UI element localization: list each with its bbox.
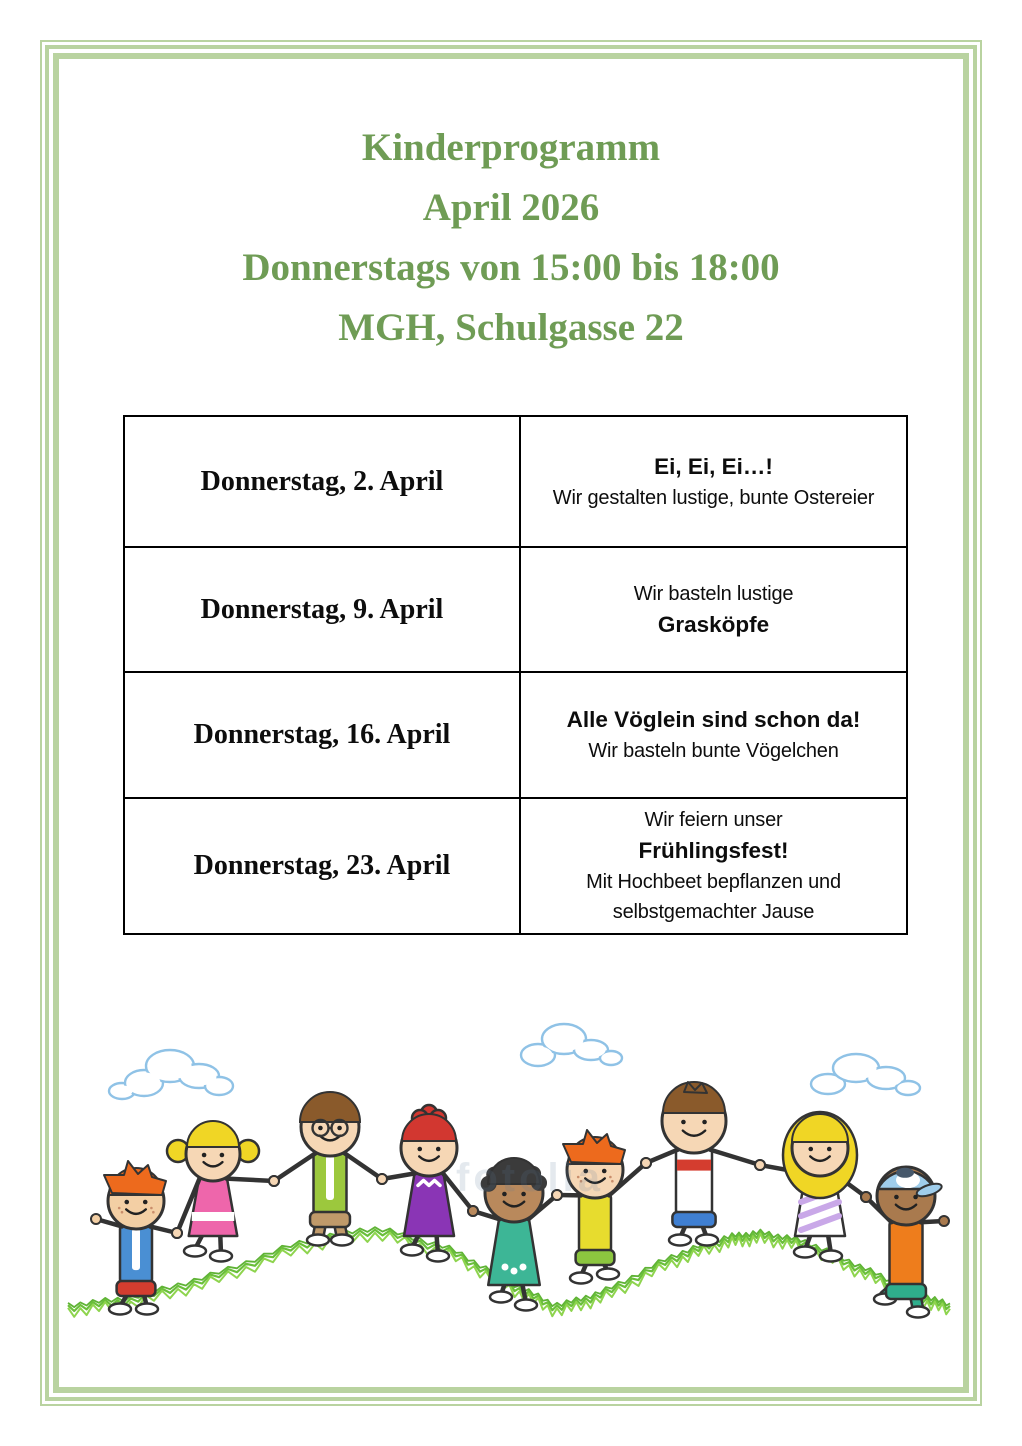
cloud-icon [109,1050,233,1099]
schedule-details [520,798,907,934]
schedule-date: Donnerstag, 9. April [124,547,520,672]
detail-line: Wir gestalten lustige, bunte Ostereier [552,486,875,509]
program-table-body [124,416,907,934]
detail-line: Wir feiern unser [644,809,783,831]
schedule-date: Donnerstag, 16. April [124,672,520,798]
schedule-details [520,547,907,672]
flyer-month: April 2026 [422,186,600,229]
flyer-header [0,118,1022,358]
boy-cap-orange-top [861,1167,949,1318]
schedule-row [124,672,907,798]
detail-line: Grasköpfe [657,611,770,637]
schedule-date: Donnerstag, 2. April [124,416,520,547]
detail-line: Frühlingsfest! [638,838,789,863]
schedule-row [124,798,907,934]
schedule-row [124,416,907,547]
children-illustration-svg [60,1013,960,1335]
detail-line: Alle Vöglein sind schon da! [566,707,861,732]
watermark-text: fotolia [456,1156,604,1200]
detail-line: Ei, Ei, Ei…! [654,453,773,479]
girl-blonde-pigtails-pink-dress [167,1121,279,1262]
flyer-location: MGH, Schulgasse 22 [338,306,684,349]
cloud-icon [521,1024,622,1066]
boy-white-shirt-red-stripe [641,1082,765,1246]
schedule-row [124,547,907,672]
children-illustration [60,1013,960,1335]
detail-line: Mit Hochbeet bepflanzen und [586,871,841,893]
boy-glasses-green-shirt [269,1092,387,1246]
program-table [123,415,908,935]
flyer-title: Kinderprogramm [361,126,661,169]
boy-orange-hair-yellow-top [552,1130,651,1284]
schedule-date: Donnerstag, 23. April [124,798,520,934]
schedule-details [520,672,907,798]
detail-line: selbstgemachter Jause [612,901,815,923]
flyer-time: Donnerstags von 15:00 bis 18:00 [242,246,780,289]
cloud-icon [811,1054,920,1095]
detail-line: Wir basteln bunte Vögelchen [588,740,839,762]
detail-line: Wir basteln lustige [633,582,794,605]
schedule-details [520,416,907,547]
